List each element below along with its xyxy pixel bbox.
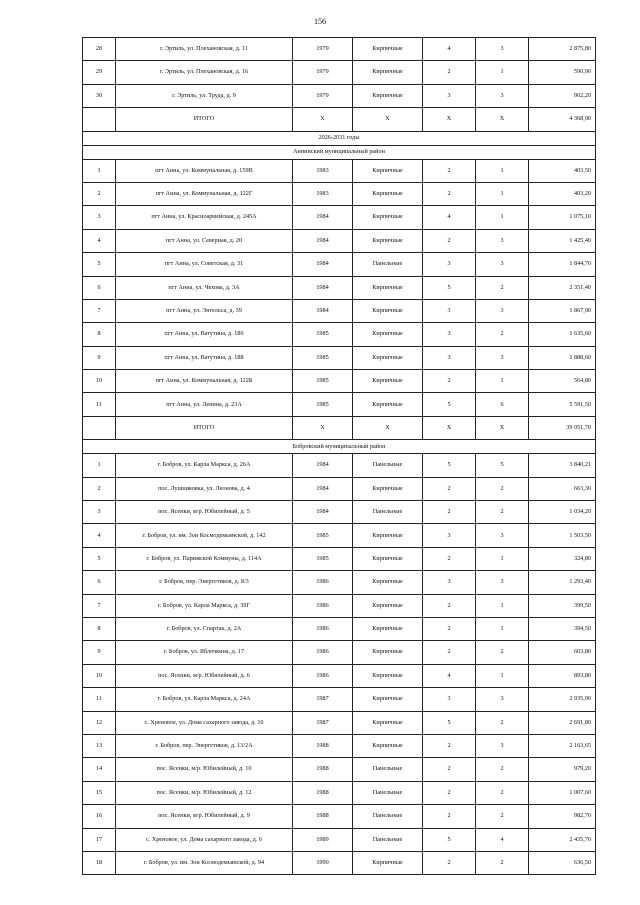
- wall-material-cell: Панельные: [353, 454, 423, 477]
- area-cell: 403,20: [529, 182, 596, 205]
- area-cell: 893,80: [529, 664, 596, 687]
- area-cell: 2 351,40: [529, 276, 596, 299]
- address-cell: пгт Анна, ул. Коммунальная, д. 122Б: [116, 370, 293, 393]
- entrances-cell: Х: [476, 108, 529, 131]
- wall-material-cell: Кирпичные: [353, 547, 423, 570]
- address-cell: ИТОГО: [116, 108, 293, 131]
- address-cell: г. Бобров, пер. Энергетиков, д. 8/3: [116, 571, 293, 594]
- table-row: [83, 688, 596, 711]
- year-cell: 1987: [293, 711, 353, 734]
- floors-cell: 3: [423, 84, 476, 107]
- row-number-cell: 11: [83, 393, 116, 416]
- address-cell: пос. Ясенки, м/р. Юбилейный, д. 5: [116, 501, 293, 524]
- area-cell: 636,50: [529, 851, 596, 874]
- row-number-cell: 30: [83, 84, 116, 107]
- section-header: 2026-2031 годы: [83, 131, 596, 145]
- floors-cell: 4: [423, 38, 476, 61]
- year-cell: 1979: [293, 84, 353, 107]
- entrances-cell: 4: [476, 828, 529, 851]
- table-row: [83, 61, 596, 84]
- address-cell: ИТОГО: [116, 416, 293, 439]
- area-cell: 2 163,65: [529, 734, 596, 757]
- page-number: 156: [314, 17, 326, 26]
- row-number-cell: 1: [83, 454, 116, 477]
- year-cell: 1985: [293, 547, 353, 570]
- entrances-cell: 1: [476, 547, 529, 570]
- address-cell: г. Эртиль, ул. Плехановская, д. 16: [116, 61, 293, 84]
- year-cell: 1979: [293, 61, 353, 84]
- row-number-cell: 2: [83, 182, 116, 205]
- section-header: Бобровский муниципальный район: [83, 440, 596, 454]
- address-cell: пгт Анна, ул. Северная, д. 20: [116, 229, 293, 252]
- address-cell: пгт Анна, ул. Коммунальная, д. 122Г: [116, 182, 293, 205]
- entrances-cell: 3: [476, 688, 529, 711]
- floors-cell: 2: [423, 159, 476, 182]
- year-cell: 1984: [293, 253, 353, 276]
- section-header: Аннинский муниципальный район: [83, 145, 596, 159]
- area-cell: 1 867,90: [529, 299, 596, 322]
- floors-cell: 2: [423, 477, 476, 500]
- year-cell: 1988: [293, 805, 353, 828]
- entrances-cell: 3: [476, 571, 529, 594]
- area-cell: 5 591,50: [529, 393, 596, 416]
- floors-cell: 2: [423, 182, 476, 205]
- entrances-cell: 2: [476, 276, 529, 299]
- wall-material-cell: Кирпичные: [353, 346, 423, 369]
- wall-material-cell: Кирпичные: [353, 571, 423, 594]
- table-row: [83, 547, 596, 570]
- entrances-cell: 2: [476, 805, 529, 828]
- area-cell: 403,50: [529, 159, 596, 182]
- table-row: [83, 641, 596, 664]
- entrances-cell: 1: [476, 206, 529, 229]
- entrances-cell: 5: [476, 454, 529, 477]
- entrances-cell: 1: [476, 182, 529, 205]
- row-number-cell: 7: [83, 594, 116, 617]
- table-row: [83, 617, 596, 640]
- housing-table: [82, 37, 596, 875]
- table-row: [83, 851, 596, 874]
- wall-material-cell: Кирпичные: [353, 38, 423, 61]
- address-cell: г. Бобров, ул. им. Зои Космодемьянской, д. 94: [116, 851, 293, 874]
- floors-cell: 2: [423, 641, 476, 664]
- table-row: [83, 299, 596, 322]
- address-cell: пос. Лушниковка, ул. Леонова, д. 4: [116, 477, 293, 500]
- entrances-cell: 1: [476, 370, 529, 393]
- year-cell: 1988: [293, 734, 353, 757]
- wall-material-cell: Х: [353, 416, 423, 439]
- table-row: [83, 805, 596, 828]
- table-row: [83, 182, 596, 205]
- year-cell: 1984: [293, 276, 353, 299]
- row-number-cell: 8: [83, 617, 116, 640]
- wall-material-cell: Панельные: [353, 805, 423, 828]
- address-cell: г. Бобров, ул. Яблочкина, д. 17: [116, 641, 293, 664]
- entrances-cell: 3: [476, 734, 529, 757]
- address-cell: г. Бобров, ул. Карла Маркса, д. 24А: [116, 688, 293, 711]
- wall-material-cell: Кирпичные: [353, 206, 423, 229]
- table-row: [83, 711, 596, 734]
- table-row: [83, 477, 596, 500]
- floors-cell: 2: [423, 758, 476, 781]
- year-cell: 1983: [293, 182, 353, 205]
- entrances-cell: 3: [476, 253, 529, 276]
- floors-cell: 3: [423, 299, 476, 322]
- year-cell: 1988: [293, 758, 353, 781]
- address-cell: пгт Анна, ул. Коммунальная, д. 159В: [116, 159, 293, 182]
- address-cell: с. Хреновое, ул. Дома сахарного завода, д. 6: [116, 828, 293, 851]
- year-cell: 1989: [293, 828, 353, 851]
- year-cell: 1984: [293, 501, 353, 524]
- address-cell: пгт Анна, ул. Ватутина, д. 186: [116, 323, 293, 346]
- entrances-cell: 3: [476, 229, 529, 252]
- table-row: [83, 346, 596, 369]
- table-row: [83, 323, 596, 346]
- wall-material-cell: Кирпичные: [353, 664, 423, 687]
- floors-cell: 3: [423, 688, 476, 711]
- floors-cell: 3: [423, 253, 476, 276]
- table-row: [83, 758, 596, 781]
- wall-material-cell: Кирпичные: [353, 594, 423, 617]
- table-row: [83, 253, 596, 276]
- entrances-cell: 3: [476, 38, 529, 61]
- row-number-cell: 10: [83, 370, 116, 393]
- entrances-cell: 2: [476, 851, 529, 874]
- table-row: [83, 38, 596, 61]
- wall-material-cell: Кирпичные: [353, 641, 423, 664]
- entrances-cell: 2: [476, 641, 529, 664]
- address-cell: г. Бобров, ул. Карла Маркса, д. 39Г: [116, 594, 293, 617]
- address-cell: г. Бобров, ул. Спартак, д. 2А: [116, 617, 293, 640]
- floors-cell: 4: [423, 664, 476, 687]
- year-cell: 1985: [293, 393, 353, 416]
- row-number-cell: 4: [83, 229, 116, 252]
- row-number-cell: 8: [83, 323, 116, 346]
- row-number-cell: 12: [83, 711, 116, 734]
- wall-material-cell: Кирпичные: [353, 477, 423, 500]
- address-cell: пгт Анна, ул. Чехова, д. 3А: [116, 276, 293, 299]
- year-cell: 1984: [293, 454, 353, 477]
- floors-cell: 2: [423, 851, 476, 874]
- table-row: [83, 454, 596, 477]
- year-cell: 1985: [293, 370, 353, 393]
- address-cell: пос. Ясенки, м/р. Юбилейный, д. 10: [116, 758, 293, 781]
- year-cell: 1986: [293, 664, 353, 687]
- wall-material-cell: Кирпичные: [353, 229, 423, 252]
- row-number-cell: [83, 108, 116, 131]
- floors-cell: 2: [423, 370, 476, 393]
- year-cell: 1990: [293, 851, 353, 874]
- floors-cell: 3: [423, 571, 476, 594]
- table-row: [83, 664, 596, 687]
- row-number-cell: 5: [83, 253, 116, 276]
- address-cell: пос. Ясенки, м/р. Юбилейный, д. 9: [116, 805, 293, 828]
- total-row: [83, 416, 596, 439]
- area-cell: 1 503,50: [529, 524, 596, 547]
- entrances-cell: 1: [476, 664, 529, 687]
- entrances-cell: 1: [476, 61, 529, 84]
- wall-material-cell: Кирпичные: [353, 159, 423, 182]
- table-row: [83, 781, 596, 804]
- floors-cell: 5: [423, 711, 476, 734]
- floors-cell: 5: [423, 393, 476, 416]
- floors-cell: Х: [423, 416, 476, 439]
- wall-material-cell: Кирпичные: [353, 734, 423, 757]
- area-cell: 1 844,70: [529, 253, 596, 276]
- entrances-cell: 6: [476, 393, 529, 416]
- table-row: [83, 276, 596, 299]
- floors-cell: 5: [423, 828, 476, 851]
- wall-material-cell: Кирпичные: [353, 370, 423, 393]
- wall-material-cell: Кирпичные: [353, 61, 423, 84]
- table-row: [83, 229, 596, 252]
- wall-material-cell: Кирпичные: [353, 393, 423, 416]
- year-cell: 1986: [293, 594, 353, 617]
- floors-cell: 5: [423, 454, 476, 477]
- table-row: [83, 734, 596, 757]
- section-header-row: [83, 145, 596, 159]
- row-number-cell: 7: [83, 299, 116, 322]
- section-header-row: [83, 131, 596, 145]
- address-cell: г. Эртиль, ул. Плехановская, д. 11: [116, 38, 293, 61]
- address-cell: пгт Анна, ул. Советская, д. 31: [116, 253, 293, 276]
- floors-cell: 2: [423, 734, 476, 757]
- row-number-cell: 6: [83, 571, 116, 594]
- year-cell: 1984: [293, 477, 353, 500]
- area-cell: 1 635,60: [529, 323, 596, 346]
- row-number-cell: 10: [83, 664, 116, 687]
- year-cell: 1987: [293, 688, 353, 711]
- year-cell: 1986: [293, 641, 353, 664]
- year-cell: 1988: [293, 781, 353, 804]
- year-cell: 1985: [293, 346, 353, 369]
- address-cell: г. Эртиль, ул. Труда, д. 9: [116, 84, 293, 107]
- row-number-cell: 28: [83, 38, 116, 61]
- wall-material-cell: Панельные: [353, 253, 423, 276]
- wall-material-cell: Кирпичные: [353, 851, 423, 874]
- table-row: [83, 393, 596, 416]
- entrances-cell: 2: [476, 758, 529, 781]
- address-cell: г. Бобров, пер. Энергетиков, д. 13/2А: [116, 734, 293, 757]
- address-cell: г. Бобров, ул. Карла Маркса, д. 26А: [116, 454, 293, 477]
- section-header-row: [83, 440, 596, 454]
- year-cell: 1984: [293, 299, 353, 322]
- row-number-cell: 3: [83, 501, 116, 524]
- area-cell: 564,80: [529, 370, 596, 393]
- wall-material-cell: Кирпичные: [353, 688, 423, 711]
- year-cell: 1984: [293, 206, 353, 229]
- area-cell: 2 435,70: [529, 828, 596, 851]
- address-cell: пгт Анна, ул. Энгельса, д. 39: [116, 299, 293, 322]
- area-cell: 1 075,10: [529, 206, 596, 229]
- table-row: [83, 594, 596, 617]
- entrances-cell: 2: [476, 711, 529, 734]
- floors-cell: 2: [423, 229, 476, 252]
- row-number-cell: 18: [83, 851, 116, 874]
- year-cell: 1986: [293, 617, 353, 640]
- area-cell: 2 875,80: [529, 38, 596, 61]
- area-cell: 324,80: [529, 547, 596, 570]
- row-number-cell: [83, 416, 116, 439]
- row-number-cell: 13: [83, 734, 116, 757]
- wall-material-cell: Кирпичные: [353, 276, 423, 299]
- wall-material-cell: Кирпичные: [353, 617, 423, 640]
- entrances-cell: 2: [476, 323, 529, 346]
- area-cell: 902,20: [529, 84, 596, 107]
- row-number-cell: 29: [83, 61, 116, 84]
- row-number-cell: 17: [83, 828, 116, 851]
- total-row: [83, 108, 596, 131]
- table-row: [83, 206, 596, 229]
- floors-cell: 2: [423, 617, 476, 640]
- table-row: [83, 159, 596, 182]
- row-number-cell: 9: [83, 346, 116, 369]
- wall-material-cell: Панельные: [353, 781, 423, 804]
- year-cell: 1984: [293, 229, 353, 252]
- row-number-cell: 15: [83, 781, 116, 804]
- area-cell: 1 888,60: [529, 346, 596, 369]
- row-number-cell: 11: [83, 688, 116, 711]
- wall-material-cell: Кирпичные: [353, 711, 423, 734]
- row-number-cell: 1: [83, 159, 116, 182]
- row-number-cell: 4: [83, 524, 116, 547]
- floors-cell: 3: [423, 346, 476, 369]
- floors-cell: 2: [423, 805, 476, 828]
- row-number-cell: 3: [83, 206, 116, 229]
- wall-material-cell: Панельные: [353, 758, 423, 781]
- wall-material-cell: Кирпичные: [353, 323, 423, 346]
- entrances-cell: 3: [476, 299, 529, 322]
- address-cell: г. Бобров, ул. Парижской Коммуны, д. 114А: [116, 547, 293, 570]
- entrances-cell: 2: [476, 781, 529, 804]
- area-cell: 4 368,90: [529, 108, 596, 131]
- row-number-cell: 2: [83, 477, 116, 500]
- area-cell: 39 051,70: [529, 416, 596, 439]
- area-cell: 1 034,20: [529, 501, 596, 524]
- wall-material-cell: Кирпичные: [353, 299, 423, 322]
- address-cell: пос. Ясенки, м/р. Юбилейный, д. 12: [116, 781, 293, 804]
- row-number-cell: 6: [83, 276, 116, 299]
- floors-cell: 2: [423, 781, 476, 804]
- floors-cell: Х: [423, 108, 476, 131]
- area-cell: 2 935,90: [529, 688, 596, 711]
- year-cell: 1983: [293, 159, 353, 182]
- entrances-cell: 3: [476, 84, 529, 107]
- wall-material-cell: Панельные: [353, 501, 423, 524]
- row-number-cell: 16: [83, 805, 116, 828]
- table-row: [83, 828, 596, 851]
- area-cell: 1 293,40: [529, 571, 596, 594]
- wall-material-cell: Кирпичные: [353, 84, 423, 107]
- entrances-cell: 2: [476, 477, 529, 500]
- table-row: [83, 571, 596, 594]
- area-cell: 590,90: [529, 61, 596, 84]
- floors-cell: 2: [423, 61, 476, 84]
- year-cell: Х: [293, 108, 353, 131]
- address-cell: пос. Ясенки, м/р. Юбилейный, д. 6: [116, 664, 293, 687]
- year-cell: 1979: [293, 38, 353, 61]
- area-cell: 2 691,80: [529, 711, 596, 734]
- entrances-cell: 3: [476, 524, 529, 547]
- address-cell: пгт Анна, ул. Ленина, д. 23А: [116, 393, 293, 416]
- area-cell: 982,70: [529, 805, 596, 828]
- area-cell: 1 007,60: [529, 781, 596, 804]
- year-cell: Х: [293, 416, 353, 439]
- wall-material-cell: Панельные: [353, 828, 423, 851]
- area-cell: 399,50: [529, 594, 596, 617]
- floors-cell: 2: [423, 547, 476, 570]
- table-row: [83, 370, 596, 393]
- floors-cell: 2: [423, 594, 476, 617]
- table-row: [83, 524, 596, 547]
- row-number-cell: 14: [83, 758, 116, 781]
- year-cell: 1985: [293, 524, 353, 547]
- floors-cell: 2: [423, 501, 476, 524]
- area-cell: 979,20: [529, 758, 596, 781]
- floors-cell: 3: [423, 524, 476, 547]
- table-row: [83, 501, 596, 524]
- wall-material-cell: Кирпичные: [353, 524, 423, 547]
- row-number-cell: 9: [83, 641, 116, 664]
- row-number-cell: 5: [83, 547, 116, 570]
- entrances-cell: 1: [476, 594, 529, 617]
- area-cell: 394,50: [529, 617, 596, 640]
- year-cell: 1986: [293, 571, 353, 594]
- entrances-cell: 2: [476, 501, 529, 524]
- area-cell: 663,30: [529, 477, 596, 500]
- address-cell: с. Хреновое, ул. Дома сахарного завода, д. 10: [116, 711, 293, 734]
- entrances-cell: Х: [476, 416, 529, 439]
- address-cell: г. Бобров, ул. им. Зои Космодемьянской, д. 142: [116, 524, 293, 547]
- year-cell: 1985: [293, 323, 353, 346]
- wall-material-cell: Х: [353, 108, 423, 131]
- entrances-cell: 1: [476, 159, 529, 182]
- table-row: [83, 84, 596, 107]
- floors-cell: 3: [423, 323, 476, 346]
- entrances-cell: 1: [476, 617, 529, 640]
- entrances-cell: 3: [476, 346, 529, 369]
- floors-cell: 4: [423, 206, 476, 229]
- area-cell: 1 425,40: [529, 229, 596, 252]
- area-cell: 3 840,21: [529, 454, 596, 477]
- address-cell: пгт Анна, ул. Красноармейская, д. 245А: [116, 206, 293, 229]
- wall-material-cell: Кирпичные: [353, 182, 423, 205]
- area-cell: 603,80: [529, 641, 596, 664]
- address-cell: пгт Анна, ул. Ватутина, д. 188: [116, 346, 293, 369]
- floors-cell: 5: [423, 276, 476, 299]
